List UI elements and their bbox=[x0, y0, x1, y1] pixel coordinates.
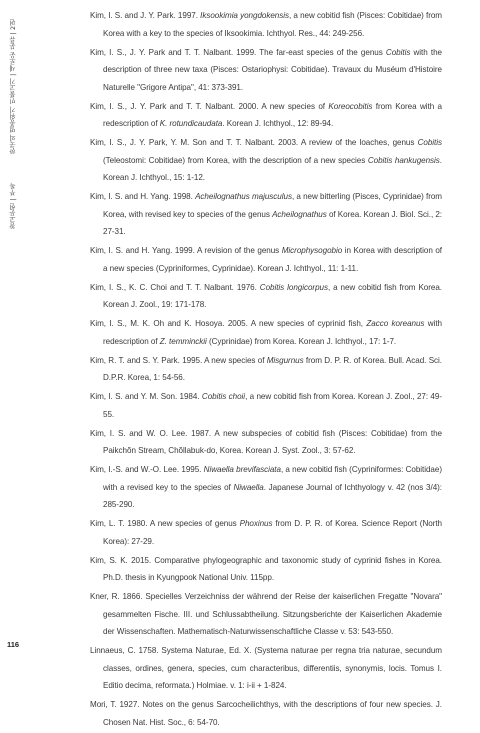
species-name: Microphysogobio bbox=[281, 246, 343, 255]
reference-entry bbox=[90, 352, 442, 387]
species-name: Cobitis choii bbox=[201, 392, 246, 401]
reference-text: Kim, S. K. 2015. Comparative phylogeographic and taxonomic study of cyprinid fishes in Korea. Ph.D. thesis in Kyungpook National Univ. 115pp. bbox=[90, 555, 442, 582]
reference-entry bbox=[90, 315, 442, 350]
reference-text: Kner, R. 1866. Specielles Verzeichniss der während der Reise der kaiserlichen Fregatte "Novara" gesammelten Fische. III. und Schlussabtheilung. Sitzungsberichte der Kaiserlichen Akademie der Wissenschaften. Mathematisch-Naturwissenschaftliche Classe v. 53: 543-550. bbox=[90, 592, 442, 636]
species-name: Iksookimia yongdokensis bbox=[200, 11, 289, 20]
species-name: Misgurnus bbox=[266, 355, 304, 365]
reference-text: with the description of three new taxa (Pisces: Ostariophysi: Cobitidae). Travaux du Muséum d'Histoire Naturelle "Grigore Antipa", 41: 373-391. bbox=[103, 47, 442, 92]
reference-entry bbox=[90, 98, 442, 133]
section-label-vertical: 참고문헌 | 부록 bbox=[10, 183, 17, 229]
reference-text: , a new cobitid fish from Korea. Korean J. Zool., 19: 171-178. bbox=[103, 282, 442, 309]
reference-text: from Korea with a redescription of bbox=[103, 101, 443, 128]
reference-text: in Korea with description of a new species (Cypriniformes, Cyprinidae). Korean J. Ichthyol., 11: 1-11. bbox=[103, 246, 442, 273]
species-name: Niwaella bbox=[233, 482, 264, 492]
reference-text: Kim, I. S., M. K. Oh and K. Hosoya. 2005. A new species of cyprinid fish, bbox=[90, 319, 367, 328]
reference-text: (Teleostomi: Cobitidae) from Korea, with the description of a new species bbox=[103, 155, 368, 165]
reference-text: , a new cobitid fish (Cypriniformes: Cobitidae) with a revised key to the species of bbox=[103, 465, 442, 492]
reference-entry bbox=[90, 552, 442, 587]
reference-text: . Japanese Journal of Ichthyology v. 42 (nos 3/4): 285-290. bbox=[103, 482, 442, 509]
species-name: Cobitis hankugensis bbox=[367, 155, 440, 165]
reference-entry bbox=[90, 425, 442, 460]
reference-text: Kim, I. S. and Y. M. Son. 1984. bbox=[90, 392, 202, 401]
reference-text: Kim, I. S., J. Y. Park, Y. M. Son and T. T. Nalbant. 2003. A review of the loaches, genus bbox=[90, 138, 418, 147]
species-name: Acheilognathus bbox=[272, 209, 327, 219]
reference-text: of Korea. Korean J. Biol. Sci., 2: 27-31. bbox=[103, 209, 443, 236]
reference-text: Kim, I. S. and J. Y. Park. 1997. bbox=[90, 11, 201, 20]
species-name: Cobitis bbox=[417, 138, 442, 147]
species-name: K. rotundicaudata bbox=[159, 119, 223, 128]
species-name: Koreocobitis bbox=[328, 101, 373, 111]
species-name: Phoxinus bbox=[239, 519, 273, 528]
species-name: Acheilognathus majusculus bbox=[195, 192, 292, 201]
reference-list bbox=[90, 7, 442, 733]
reference-text: Kim, I. S. and W. O. Lee. 1987. A new subspecies of cobitid fish (Pisces: Cobitidae) from the Paikchŏn Stream, Chŏllabuk-do, Korea. Korean J. Syst. Zool., 3: 57-62. bbox=[90, 428, 442, 455]
reference-text: Kim, I. S., K. C. Choi and T. T. Nalbant. 1976. bbox=[90, 282, 260, 292]
reference-entry bbox=[90, 588, 442, 641]
page-number: 116 bbox=[7, 640, 20, 649]
species-name: Zacco koreanus bbox=[366, 319, 425, 328]
reference-text: , a new cobitid fish (Pisces: Cobitidae) from Korea with a key to the species of Iksookimia. Ichthyol. Res., 44: 249-256. bbox=[103, 11, 443, 38]
reference-entry bbox=[90, 515, 442, 550]
reference-text: Kim, L. T. 1980. A new species of genus bbox=[90, 519, 240, 528]
reference-entry bbox=[90, 642, 442, 695]
reference-entry bbox=[90, 188, 442, 241]
reference-text: , a new bitterling (Pisces, Cyprinidae) from Korea, with revised key to species of the genus bbox=[103, 192, 442, 219]
reference-text: Kim, I. S. and H. Yang. 1999. A revision of the genus bbox=[90, 246, 282, 255]
reference-text: Linnaeus, C. 1758. Systema Naturae, Ed. X. (Systema naturae per regna tria naturae, secundum classes, ordines, genera, species, cum characteribus, differentiis, synonymis, locis. Tomus I. Editio decima, reformata.) Holmiae. v. 1: i-ii + 1-824. bbox=[90, 646, 442, 690]
reference-text: , a new cobitid fish from Korea. Korean J. Zool., 27: 49-55. bbox=[103, 392, 442, 419]
reference-text: from D. P. R. of Korea. Bull. Acad. Sci. D.P.R. Korea, 1: 54-56. bbox=[103, 355, 442, 382]
reference-entry bbox=[90, 279, 442, 314]
reference-entry bbox=[90, 134, 442, 187]
reference-entry bbox=[90, 44, 442, 97]
reference-text: . Korean J. Ichthyol., 15: 1-12. bbox=[103, 155, 442, 182]
reference-entry bbox=[90, 696, 442, 731]
reference-entry bbox=[90, 461, 442, 514]
reference-text: Kim, I. S., J. Y. Park and T. T. Nalbant. 2000. A new species of bbox=[90, 101, 329, 111]
reference-text: Kim, I.-S. and W.-O. Lee. 1995. bbox=[90, 465, 204, 474]
reference-text: Kim, R. T. and S. Y. Park. 1995. A new species of bbox=[90, 355, 267, 365]
species-name: Cobitis bbox=[385, 47, 411, 57]
reference-text: with redescription of bbox=[103, 319, 442, 346]
species-name: Niwaella brevifasciata bbox=[203, 465, 281, 474]
reference-text: Kim, I. S., J. Y. Park and T. T. Nalbant. 1999. The far-east species of the genus bbox=[90, 47, 386, 57]
reference-text: (Cyprinidae) from Korea. Korean J. Ichthyol., 17: 1-7. bbox=[206, 336, 397, 346]
reference-text: . Korean J. Ichthyol., 12: 89-94. bbox=[222, 119, 334, 128]
species-name: Cobitis longicorpus bbox=[259, 282, 328, 292]
reference-entry bbox=[90, 242, 442, 277]
species-name: Z. temminckii bbox=[159, 336, 207, 346]
reference-text: Mori, T. 1927. Notes on the genus Sarcocheilichthys, with the descriptions of four new species. J. Chosen Nat. Hist. Soc., 6: 54-70. bbox=[90, 700, 442, 727]
reference-text: from D. P. R. of Korea. Science Report (North Korea): 27-29. bbox=[103, 519, 442, 546]
running-header-vertical: 한국의 멸종위기 민물고기 | 새로운 분류 | 2편 bbox=[10, 19, 17, 154]
reference-entry bbox=[90, 7, 442, 42]
reference-text: Kim, I. S. and H. Yang. 1998. bbox=[90, 192, 196, 201]
reference-entry bbox=[90, 388, 442, 423]
